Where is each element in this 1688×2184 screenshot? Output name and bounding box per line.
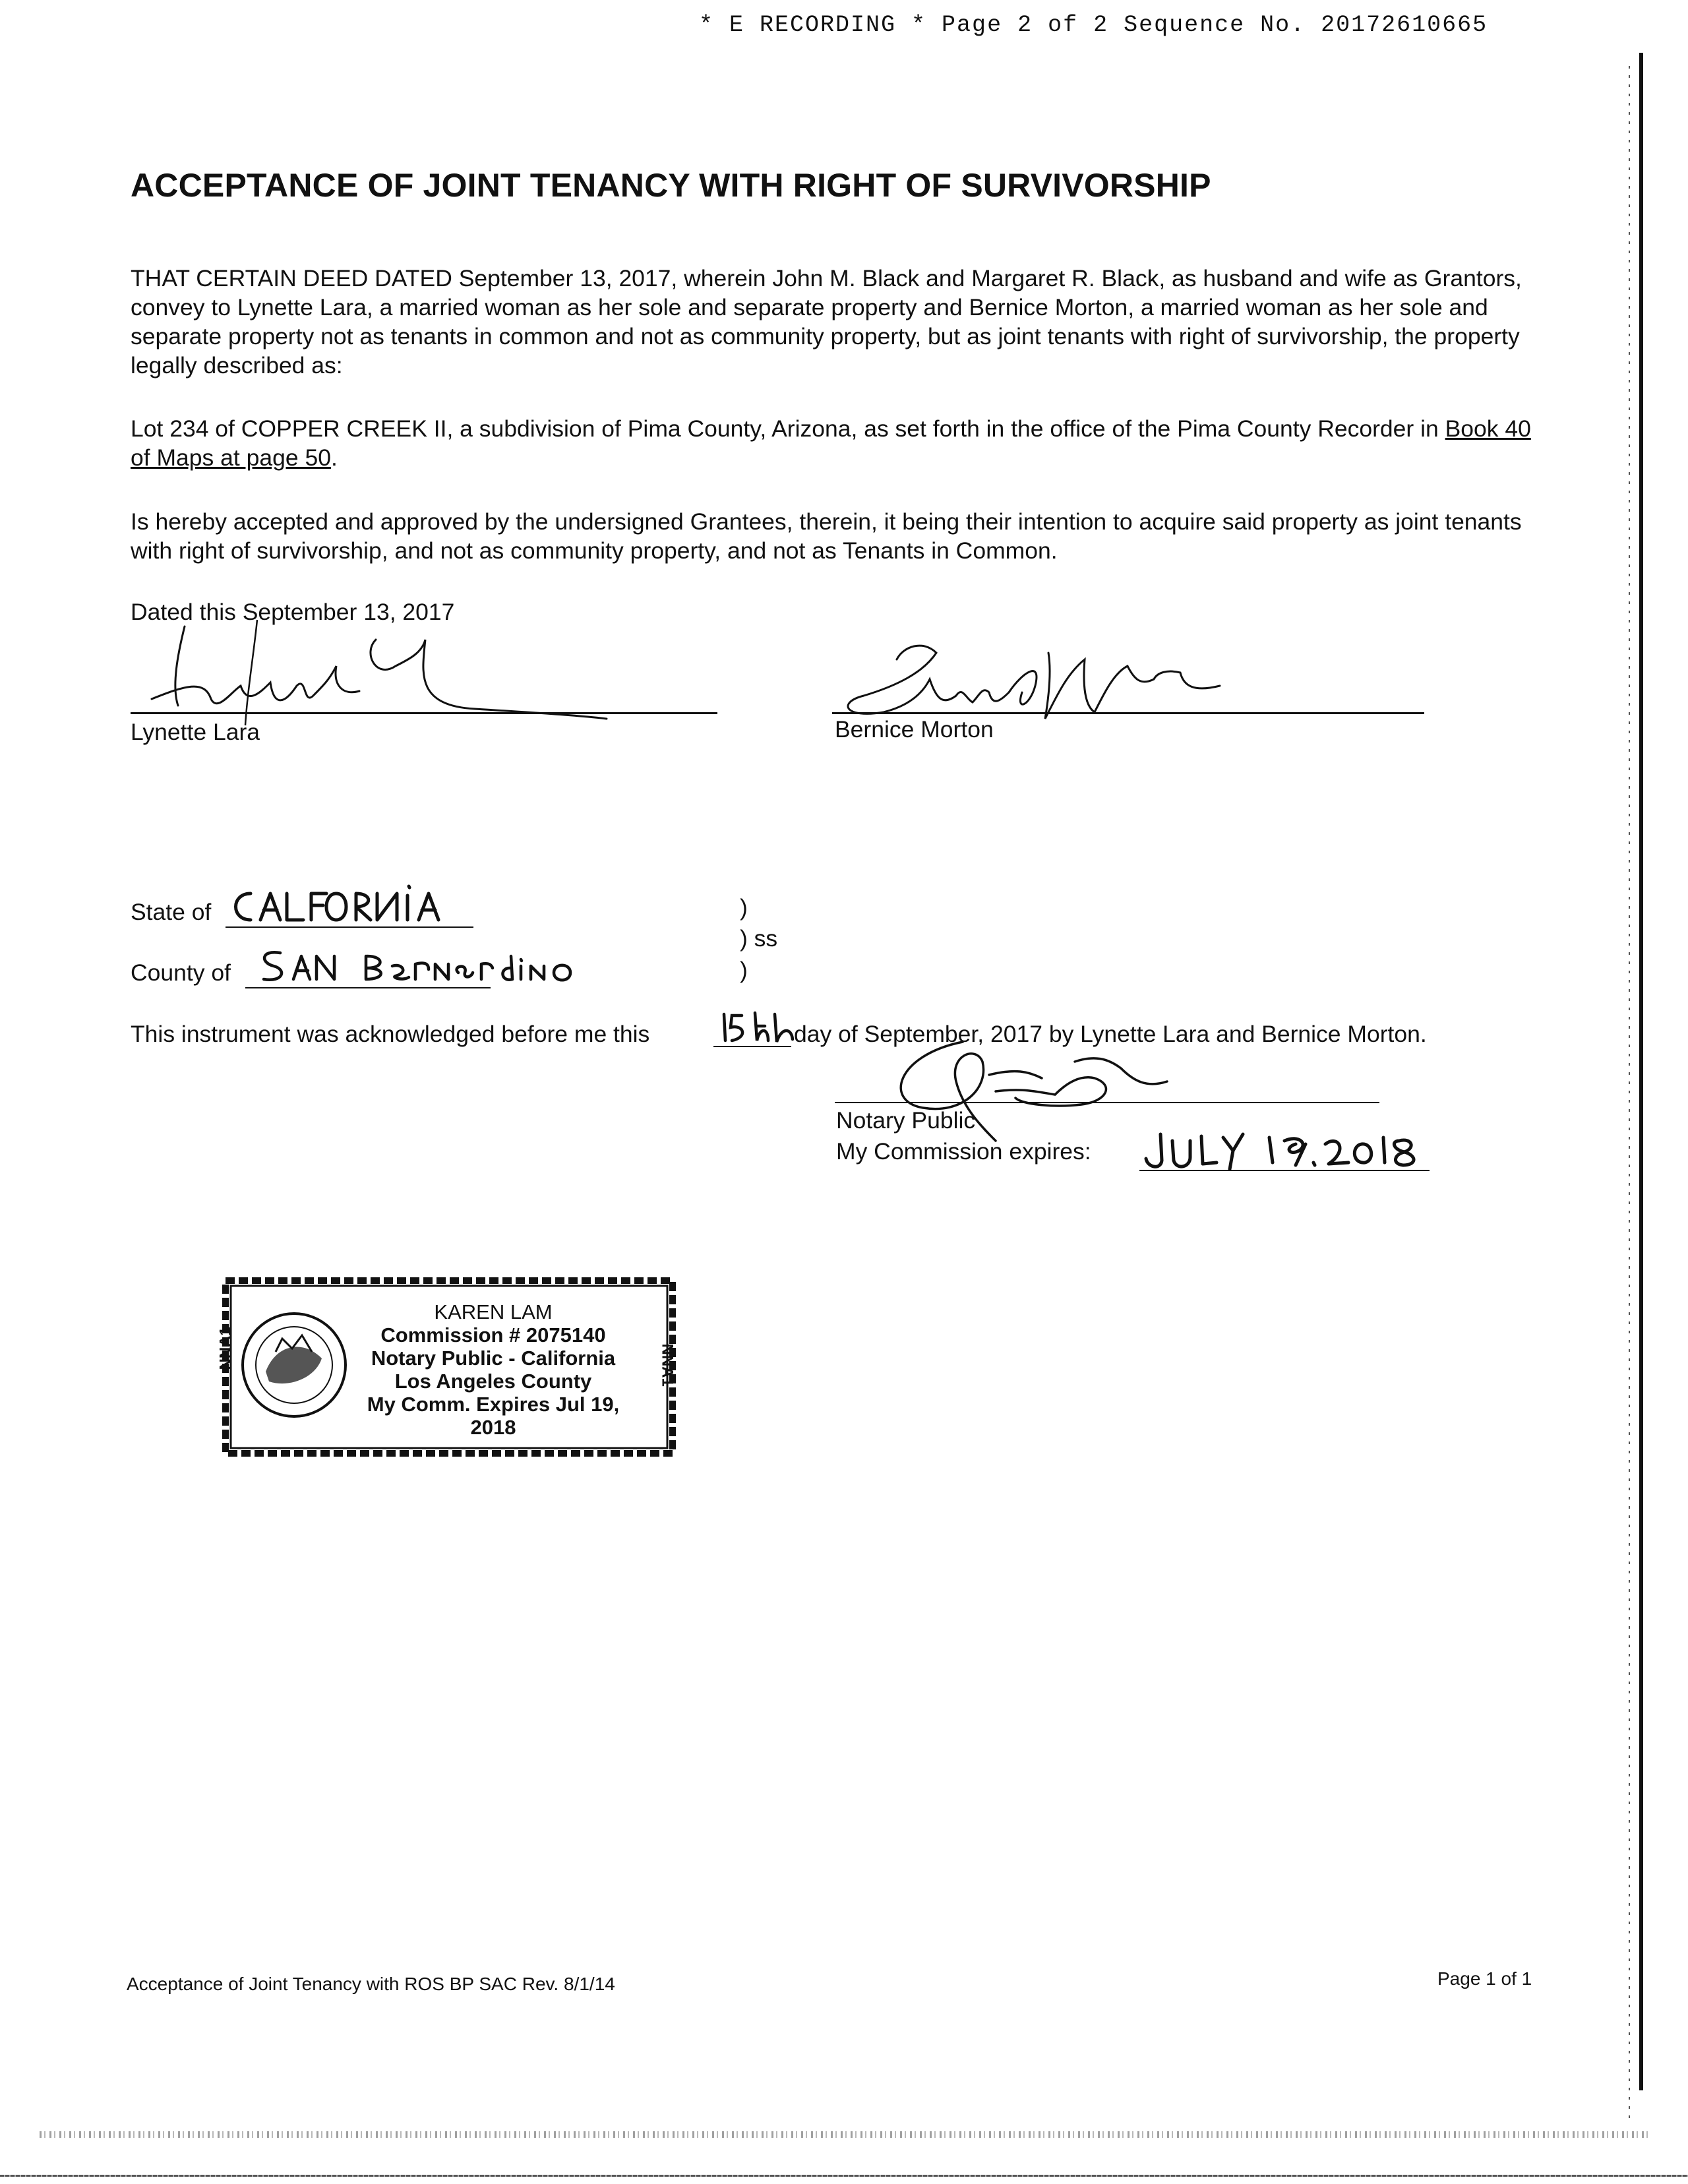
scan-bottom-noise	[40, 2131, 1648, 2138]
acknowledgment-suffix: day of September, 2017 by Lynette Lara and Bernice Morton.	[794, 1021, 1427, 1047]
paren-ss: ) ss	[740, 925, 778, 952]
state-handwriting	[224, 884, 475, 930]
stamp-side-left: NNA1	[216, 1327, 235, 1370]
stamp-name: KAREN LAM	[434, 1300, 553, 1323]
state-label: State of	[131, 899, 212, 925]
stamp-county: Los Angeles County	[394, 1370, 592, 1393]
scan-edge-dots	[1629, 66, 1630, 2123]
deed-paragraph	[131, 264, 1548, 380]
grantee2-signature	[824, 633, 1246, 745]
stamp-side-right: NNA1	[658, 1343, 677, 1387]
grantee2-name: Bernice Morton	[835, 716, 994, 743]
commission-handwriting	[1141, 1124, 1444, 1177]
document-title: ACCEPTANCE OF JOINT TENANCY WITH RIGHT OF SURVIVORSHIP	[131, 167, 1211, 204]
paren-1: )	[740, 894, 748, 921]
deed-text: THAT CERTAIN DEED DATED September 13, 2017, wherein John M. Black and Margaret R. Black, as husband and wife as Grantors, convey to Lynette Lara, a married woman as her sole and separate property and Bernice Morton, a married woman as her sole and separate property not as tenants in common and not as community property, but as joint tenants with right of survivorship, the property legally described as:	[131, 265, 1522, 379]
stamp-expires: My Comm. Expires Jul 19, 2018	[367, 1393, 620, 1439]
scan-bottom-line	[0, 2175, 1688, 2177]
notary-stamp	[216, 1273, 682, 1464]
page-number: Page 1 of 1	[1437, 1968, 1532, 1989]
lot-text	[131, 414, 1548, 472]
dated-line: Dated this September 13, 2017	[131, 599, 455, 625]
lot-suffix: .	[330, 444, 338, 471]
lot-prefix: Lot 234 of COPPER CREEK II, a subdivision of Pima County, Arizona, as set forth in the office of the Pima County Recorder in	[131, 415, 1445, 442]
ack-day-handwriting	[719, 1008, 804, 1047]
scan-edge-line	[1639, 53, 1643, 2090]
stamp-commission: Commission # 2075140	[380, 1323, 606, 1347]
acceptance-text: Is hereby accepted and approved by the undersigned Grantees, therein, it being their intention to acquire said property as joint tenants with right of survivorship, and not as community property, and not as Tenants in Common.	[131, 508, 1522, 564]
grantee1-signature	[132, 613, 633, 745]
grantee1-name: Lynette Lara	[131, 719, 260, 745]
stamp-lines	[355, 1300, 632, 1439]
acknowledgment-prefix: This instrument was acknowledged before me this	[131, 1021, 650, 1047]
notary-public-label: Notary Public	[836, 1107, 976, 1134]
lot-book-ref: Book 40 of Maps at page 50	[131, 415, 1531, 471]
county-label: County of	[131, 959, 231, 986]
county-handwriting	[254, 936, 597, 989]
lot-paragraph	[131, 414, 1548, 472]
paren-3: )	[740, 957, 748, 983]
acceptance-paragraph	[131, 507, 1548, 565]
form-footer: Acceptance of Joint Tenancy with ROS BP SAC Rev. 8/1/14	[127, 1974, 615, 1994]
stamp-title: Notary Public - California	[371, 1347, 616, 1370]
recording-header: * E RECORDING * Page 2 of 2 Sequence No. 20172610665	[699, 12, 1488, 38]
commission-expires-label: My Commission expires:	[836, 1138, 1091, 1165]
